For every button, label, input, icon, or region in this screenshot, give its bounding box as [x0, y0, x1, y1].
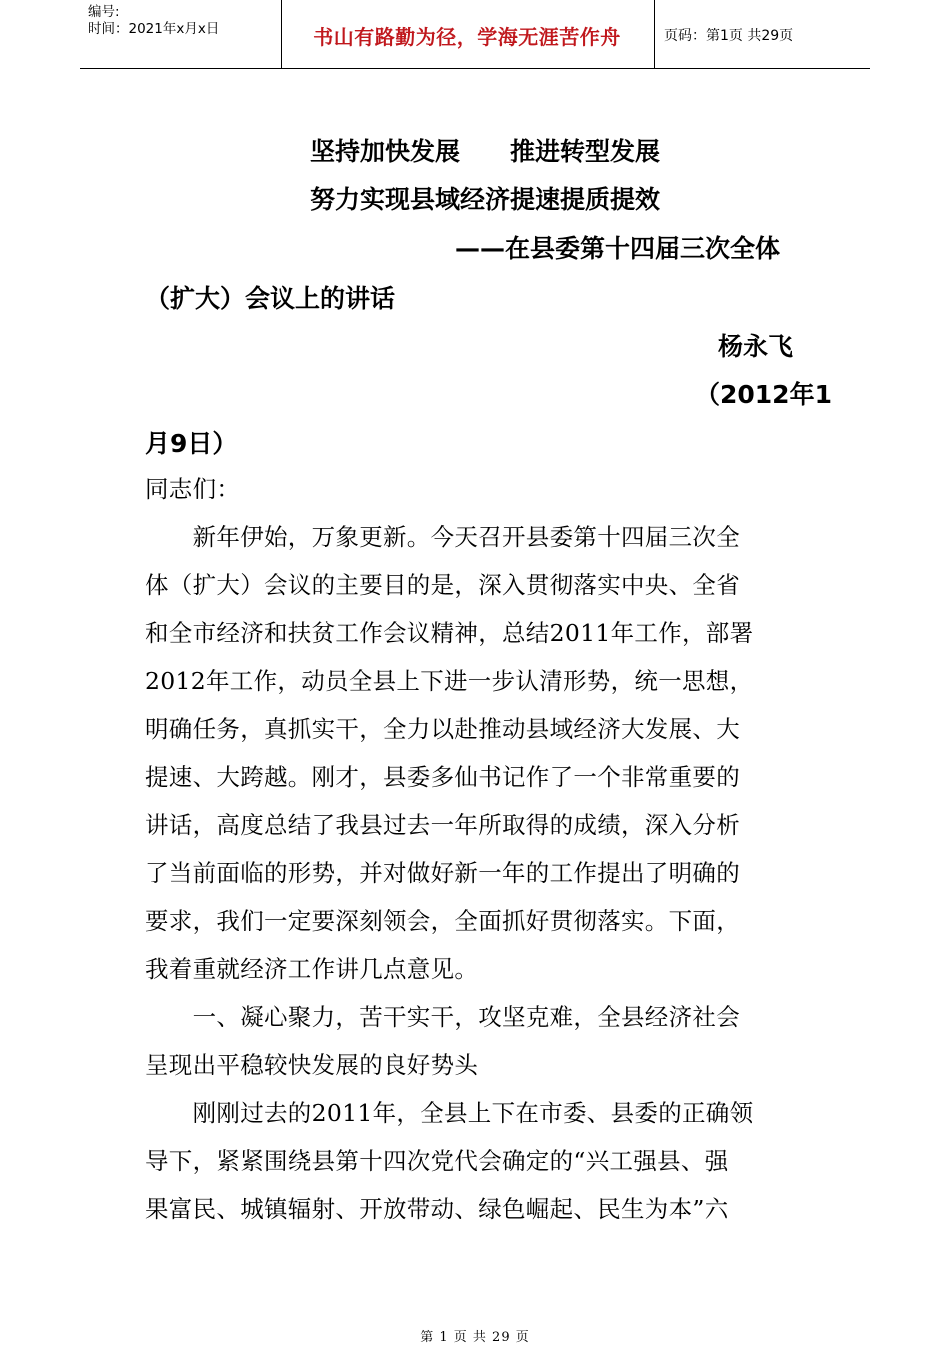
body-line: 刚刚过去的2011年，全县上下在市委、县委的正确领 [145, 1099, 754, 1127]
body-line: 导下，紧紧围绕县第十四次党代会确定的“兴工强县、强 [145, 1147, 729, 1175]
time-label: 时间：2021年x月x日 [88, 21, 220, 37]
body-line: 和全市经济和扶贫工作会议精神，总结2011年工作，部署 [145, 619, 754, 647]
body-line: 2012年工作，动员全县上下进一步认清形势，统一思想， [145, 667, 754, 695]
body-line: 明确任务，真抓实干，全力以赴推动县域经济大发展、大 [145, 715, 740, 743]
section-heading-line: 一、凝心聚力，苦干实干，攻坚克难，全县经济社会 [145, 1003, 740, 1031]
title-line-1: 坚持加快发展 推进转型发展 [310, 137, 661, 166]
body-line: 提速、大跨越。刚才，县委多仙书记作了一个非常重要的 [145, 763, 740, 791]
salutation: 同志们： [145, 475, 241, 503]
section-heading-line: 呈现出平稳较快发展的良好势头 [145, 1051, 479, 1079]
date-line-2: 月9日） [145, 429, 238, 458]
body-line: 了当前面临的形势，并对做好新一年的工作提出了明确的 [145, 859, 740, 887]
header-meta [88, 4, 288, 38]
header-divider [654, 0, 655, 68]
title-line-2: 努力实现县域经济提速提质提效 [310, 185, 661, 214]
body-line: 我着重就经济工作讲几点意见。 [145, 955, 479, 983]
body-line: 要求，我们一定要深刻领会，全面抓好贯彻落实。下面， [145, 907, 740, 935]
page-header [80, 0, 870, 69]
date-line-1: （2012年1 [695, 380, 832, 409]
subtitle-line-2: （扩大）会议上的讲话 [145, 284, 396, 313]
header-motto: 书山有路勤为径，学海无涯苦作舟 [313, 25, 621, 49]
header-page-info: 页码：第1页 共29页 [664, 28, 794, 44]
body-line: 新年伊始，万象更新。今天召开县委第十四届三次全 [145, 523, 740, 551]
subtitle-line-1: ——在县委第十四届三次全体 [455, 234, 781, 263]
body-line: 讲话，高度总结了我县过去一年所取得的成绩，深入分析 [145, 811, 740, 839]
serial-label: 编号: [88, 4, 120, 20]
body-line: 体（扩大）会议的主要目的是，深入贯彻落实中央、全省 [145, 571, 740, 599]
author-name: 杨永飞 [718, 332, 794, 361]
body-line: 果富民、城镇辐射、开放带动、绿色崛起、民生为本”六 [145, 1195, 729, 1223]
page-footer: 第 1 页 共 29 页 [420, 1330, 530, 1345]
